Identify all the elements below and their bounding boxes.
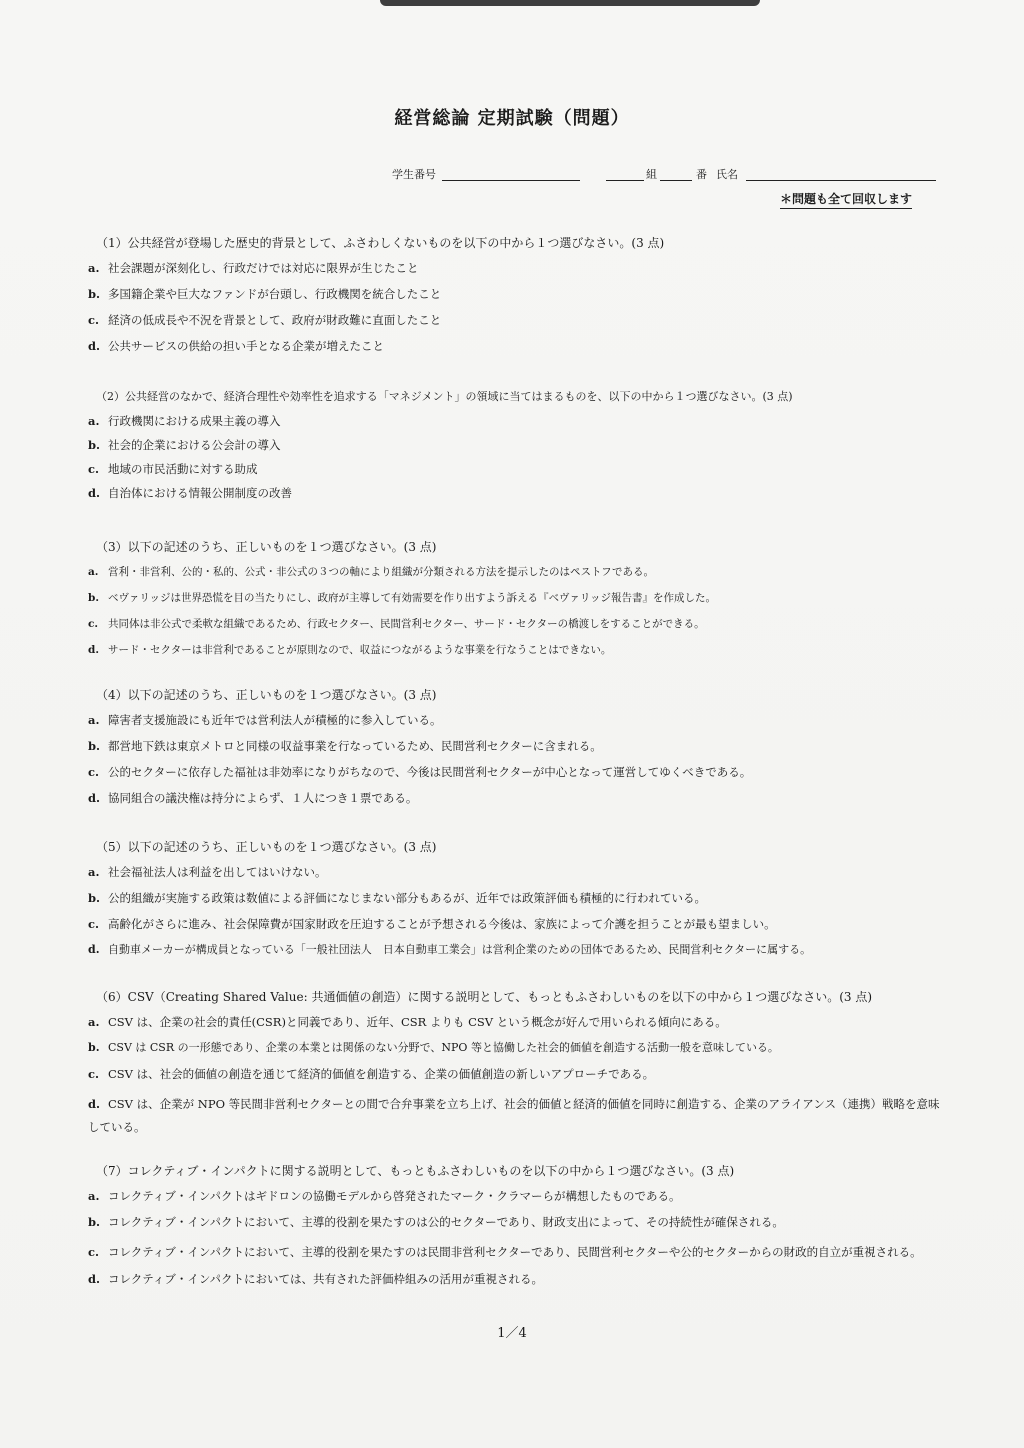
option-a[interactable]: a. 行政機関における成果主義の導入 <box>88 414 281 428</box>
student-number-label: 学生番号 <box>392 168 436 181</box>
question-2 <box>88 388 968 512</box>
question-1 <box>88 234 968 365</box>
question-prompt: （4）以下の記述のうち、正しいものを１つ選びなさい。(3 点) <box>96 688 437 702</box>
question-prompt: （1）公共経営が登場した歴史的背景として、ふさわしくないものを以下の中から１つ選びなさい。(3 点) <box>96 236 665 250</box>
question-prompt: （2）公共経営のなかで、経済合理性や効率性を追求する「マネジメント」の領域に当てはまるものを、以下の中から１つ選びなさい。(3 点) <box>96 390 793 403</box>
class-field[interactable] <box>606 180 644 181</box>
question-7 <box>88 1162 968 1298</box>
option-c[interactable]: c. コレクティブ・インパクトにおいて、主導的役割を果たすのは民間非営利セクターであり、民間営利セクターや公的セクターからの財政的自立が重視される。 <box>88 1245 922 1259</box>
option-c[interactable]: c. 公的セクターに依存した福祉は非効率になりがちなので、今後は民間営利セクターが中心となって運営してゆくべきである。 <box>88 765 752 779</box>
page-number: 1／4 <box>497 1326 527 1341</box>
number-label: 番 <box>696 168 707 181</box>
option-a[interactable]: a. 障害者支援施設にも近年では営利法人が積極的に参入している。 <box>88 713 442 727</box>
option-c[interactable]: c. 共同体は非公式で柔軟な組織であるため、行政セクター、民間営利セクター、サード・セクターの橋渡しをすることができる。 <box>88 618 705 630</box>
option-c[interactable]: c. 地域の市民活動に対する助成 <box>88 462 258 476</box>
name-label: 氏名 <box>716 168 738 181</box>
name-field[interactable] <box>746 180 936 181</box>
number-field[interactable] <box>660 180 692 181</box>
option-b[interactable]: b. CSV は CSR の一形態であり、企業の本業とは関係のない分野で、NPO 等と協働した社会的価値を創造する活動一般を意味している。 <box>88 1041 779 1054</box>
question-prompt: （6）CSV（Creating Shared Value: 共通価値の創造）に関する説明として、もっともふさわしいものを以下の中から１つ選びなさい。(3 点) <box>96 990 873 1004</box>
question-prompt: （5）以下の記述のうち、正しいものを１つ選びなさい。(3 点) <box>96 840 437 854</box>
page-title: 経営総論 定期試験（問題） <box>394 108 630 129</box>
option-d[interactable]: d. CSV は、企業が NPO 等民間非営利セクターとの間で合弁事業を立ち上げ、社会的価値と経済的価値を同時に創造する、企業のアライアンス（連携）戦略を意味している。 <box>88 1097 940 1134</box>
option-d[interactable]: d. サード・セクターは非営利であることが原則なので、収益につながるような事業を行なうことはできない。 <box>88 644 612 656</box>
option-a[interactable]: a. コレクティブ・インパクトはギドロンの協働モデルから啓発されたマーク・クラマーらが構想したものである。 <box>88 1189 681 1203</box>
option-b[interactable]: b. 多国籍企業や巨大なファンドが台頭し、行政機関を統合したこと <box>88 287 442 301</box>
option-b[interactable]: b. 公的組織が実施する政策は数値による評価になじまない部分もあるが、近年では政策評価も積極的に行われている。 <box>88 891 706 905</box>
question-6 <box>88 988 968 1143</box>
scan-edge-shadow <box>380 0 760 6</box>
class-label: 組 <box>646 168 657 181</box>
option-b[interactable]: b. 社会的企業における公会計の導入 <box>88 438 281 452</box>
option-d[interactable]: d. 公共サービスの供給の担い手となる企業が増えたこと <box>88 339 384 353</box>
option-a[interactable]: a. 社会課題が深刻化し、行政だけでは対応に限界が生じたこと <box>88 261 419 275</box>
option-d[interactable]: d. 自治体における情報公開制度の改善 <box>88 486 292 500</box>
option-a[interactable]: a. CSV は、企業の社会的責任(CSR)と同義であり、近年、CSR よりも CSV という概念が好んで用いられる傾向にある。 <box>88 1015 727 1029</box>
option-b[interactable]: b. ベヴァリッジは世界恐慌を目の当たりにし、政府が主導して有効需要を作り出すよう訴える『ベヴァリッジ報告書』を作成した。 <box>88 592 716 604</box>
option-a[interactable]: a. 営利・非営利、公的・私的、公式・非公式の３つの軸により組織が分類される方法を提示したのはペストフである。 <box>88 566 654 578</box>
option-c[interactable]: c. 高齢化がさらに進み、社会保障費が国家財政を圧迫することが予想される今後は、家族によって介護を担うことが最も望ましい。 <box>88 917 776 931</box>
option-c[interactable]: c. 経済の低成長や不況を背景として、政府が財政難に直面したこと <box>88 313 442 327</box>
option-d[interactable]: d. 自動車メーカーが構成員となっている「一般社団法人 日本自動車工業会」は営利企業のための団体であるため、民間営利セクターに属する。 <box>88 943 812 956</box>
option-b[interactable]: b. 都営地下鉄は東京メトロと同様の収益事業を行なっているため、民間営利セクターに含まれる。 <box>88 739 602 753</box>
question-prompt: （7）コレクティブ・インパクトに関する説明として、もっともふさわしいものを以下の中から１つ選びなさい。(3 点) <box>96 1164 735 1178</box>
collection-notice: ＊問題も全て回収します <box>780 190 912 209</box>
student-number-field[interactable] <box>442 180 580 181</box>
option-a[interactable]: a. 社会福祉法人は利益を出してはいけない。 <box>88 865 327 879</box>
option-d[interactable]: d. コレクティブ・インパクトにおいては、共有された評価枠組みの活用が重視される。 <box>88 1272 544 1286</box>
question-5 <box>88 838 968 969</box>
option-c[interactable]: c. CSV は、社会的価値の創造を通じて経済的価値を創造する、企業の価値創造の新しいアプローチである。 <box>88 1067 655 1081</box>
question-4 <box>88 686 968 817</box>
option-d[interactable]: d. 協同組合の議決権は持分によらず、１人につき１票である。 <box>88 791 418 805</box>
question-3 <box>88 538 968 669</box>
option-b[interactable]: b. コレクティブ・インパクトにおいて、主導的役割を果たすのは公的セクターであり、財政支出によって、その持続性が確保される。 <box>88 1215 784 1229</box>
question-prompt: （3）以下の記述のうち、正しいものを１つ選びなさい。(3 点) <box>96 540 437 554</box>
